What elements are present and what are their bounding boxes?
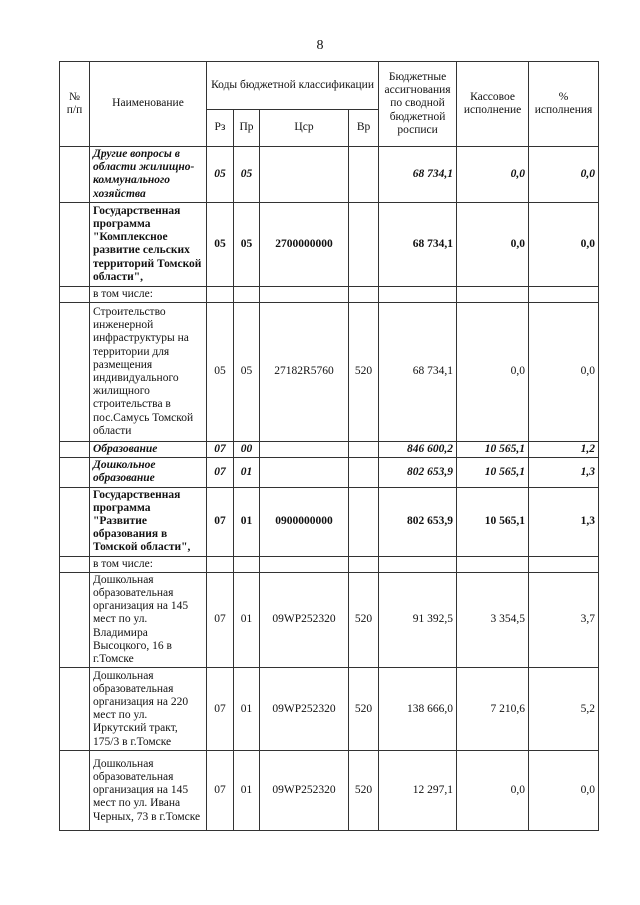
cell-pr: 01 bbox=[234, 487, 260, 556]
cell-budget: 802 653,9 bbox=[379, 458, 457, 487]
header-pr: Пр bbox=[234, 110, 260, 147]
header-csr: Цср bbox=[260, 110, 349, 147]
cell-num bbox=[60, 442, 90, 458]
cell-budget: 12 297,1 bbox=[379, 751, 457, 831]
cell-percent: 0,0 bbox=[529, 751, 599, 831]
cell-percent: 3,7 bbox=[529, 572, 599, 667]
table-row bbox=[60, 442, 599, 458]
cell-vr bbox=[349, 556, 379, 572]
page-number: 8 bbox=[316, 38, 324, 53]
cell-cash: 3 354,5 bbox=[457, 572, 529, 667]
cell-num bbox=[60, 286, 90, 302]
header-cash: Кассовое исполнение bbox=[457, 62, 529, 147]
cell-csr: 2700000000 bbox=[260, 202, 349, 286]
cell-csr: 09WP252320 bbox=[260, 572, 349, 667]
header-name: Наименование bbox=[90, 62, 207, 147]
cell-csr bbox=[260, 286, 349, 302]
cell-percent: 1,3 bbox=[529, 458, 599, 487]
cell-rz: 07 bbox=[207, 487, 234, 556]
cell-name: Дошкольное образование bbox=[90, 458, 207, 487]
table-row bbox=[60, 572, 599, 667]
cell-rz: 07 bbox=[207, 572, 234, 667]
table-row bbox=[60, 556, 599, 572]
cell-vr bbox=[349, 442, 379, 458]
header-vr: Вр bbox=[349, 110, 379, 147]
header-codes-group: Коды бюджетной классификации bbox=[207, 62, 379, 110]
cell-name: в том числе: bbox=[90, 286, 207, 302]
table-row bbox=[60, 751, 599, 831]
cell-pr: 00 bbox=[234, 442, 260, 458]
cell-name: Дошкольная образовательная организация на 220 мест по ул. Иркутский тракт, 175/3 в г.Томске bbox=[90, 668, 207, 751]
cell-percent: 0,0 bbox=[529, 202, 599, 286]
cell-pr: 05 bbox=[234, 303, 260, 442]
cell-rz: 07 bbox=[207, 458, 234, 487]
header-percent: % исполнения bbox=[529, 62, 599, 147]
header-budget: Бюджетные ассигнования по сводной бюджетной росписи bbox=[379, 62, 457, 147]
cell-rz: 05 bbox=[207, 303, 234, 442]
cell-rz: 05 bbox=[207, 202, 234, 286]
cell-vr: 520 bbox=[349, 303, 379, 442]
cell-budget: 138 666,0 bbox=[379, 668, 457, 751]
cell-percent: 1,2 bbox=[529, 442, 599, 458]
cell-vr: 520 bbox=[349, 751, 379, 831]
cell-cash bbox=[457, 286, 529, 302]
cell-csr: 0900000000 bbox=[260, 487, 349, 556]
cell-vr bbox=[349, 202, 379, 286]
table-row bbox=[60, 303, 599, 442]
cell-rz: 07 bbox=[207, 751, 234, 831]
cell-percent: 0,0 bbox=[529, 147, 599, 203]
cell-num bbox=[60, 572, 90, 667]
cell-name: Государственная программа "Комплексное развитие сельских территорий Томской области", bbox=[90, 202, 207, 286]
cell-num bbox=[60, 668, 90, 751]
cell-name: Строительство инженерной инфраструктуры на территории для размещения индивидуального жилищного строительства в пос.Самусь Томской области bbox=[90, 303, 207, 442]
cell-num bbox=[60, 751, 90, 831]
table-row bbox=[60, 202, 599, 286]
cell-budget: 802 653,9 bbox=[379, 487, 457, 556]
cell-rz bbox=[207, 286, 234, 302]
header-num: № п/п bbox=[60, 62, 90, 147]
cell-name: Дошкольная образовательная организация на 145 мест по ул. Ивана Черных, 73 в г.Томске bbox=[90, 751, 207, 831]
cell-csr: 27182R5760 bbox=[260, 303, 349, 442]
cell-vr bbox=[349, 458, 379, 487]
cell-budget: 68 734,1 bbox=[379, 303, 457, 442]
cell-pr: 05 bbox=[234, 147, 260, 203]
cell-num bbox=[60, 458, 90, 487]
cell-cash: 0,0 bbox=[457, 303, 529, 442]
header-rz: Рз bbox=[207, 110, 234, 147]
budget-execution-table bbox=[59, 61, 599, 831]
cell-cash: 10 565,1 bbox=[457, 487, 529, 556]
cell-rz: 07 bbox=[207, 668, 234, 751]
cell-cash: 0,0 bbox=[457, 147, 529, 203]
cell-csr bbox=[260, 556, 349, 572]
cell-pr: 01 bbox=[234, 458, 260, 487]
cell-name: Государственная программа "Развитие образования в Томской области", bbox=[90, 487, 207, 556]
cell-num bbox=[60, 147, 90, 203]
cell-percent bbox=[529, 556, 599, 572]
cell-percent: 1,3 bbox=[529, 487, 599, 556]
cell-vr bbox=[349, 487, 379, 556]
table-row bbox=[60, 147, 599, 203]
cell-cash: 0,0 bbox=[457, 202, 529, 286]
cell-budget: 68 734,1 bbox=[379, 147, 457, 203]
cell-name: Образование bbox=[90, 442, 207, 458]
cell-budget: 68 734,1 bbox=[379, 202, 457, 286]
cell-pr bbox=[234, 556, 260, 572]
cell-csr: 09WP252320 bbox=[260, 668, 349, 751]
table-row bbox=[60, 286, 599, 302]
cell-pr: 01 bbox=[234, 751, 260, 831]
cell-rz bbox=[207, 556, 234, 572]
cell-num bbox=[60, 303, 90, 442]
cell-budget bbox=[379, 556, 457, 572]
cell-rz: 05 bbox=[207, 147, 234, 203]
cell-percent bbox=[529, 286, 599, 302]
cell-csr bbox=[260, 458, 349, 487]
cell-budget: 91 392,5 bbox=[379, 572, 457, 667]
cell-num bbox=[60, 556, 90, 572]
cell-name: в том числе: bbox=[90, 556, 207, 572]
cell-budget: 846 600,2 bbox=[379, 442, 457, 458]
cell-vr bbox=[349, 147, 379, 203]
cell-rz: 07 bbox=[207, 442, 234, 458]
cell-pr bbox=[234, 286, 260, 302]
cell-vr: 520 bbox=[349, 572, 379, 667]
table-body bbox=[60, 147, 599, 831]
cell-name: Дошкольная образовательная организация на 145 мест по ул. Владимира Высоцкого, 16 в г.Томске bbox=[90, 572, 207, 667]
table-row bbox=[60, 487, 599, 556]
cell-cash: 10 565,1 bbox=[457, 458, 529, 487]
cell-pr: 01 bbox=[234, 572, 260, 667]
cell-budget bbox=[379, 286, 457, 302]
cell-csr: 09WP252320 bbox=[260, 751, 349, 831]
cell-num bbox=[60, 202, 90, 286]
cell-cash: 10 565,1 bbox=[457, 442, 529, 458]
table-row bbox=[60, 458, 599, 487]
cell-csr bbox=[260, 147, 349, 203]
table-row bbox=[60, 668, 599, 751]
cell-name: Другие вопросы в области жилищно-коммунального хозяйства bbox=[90, 147, 207, 203]
cell-percent: 5,2 bbox=[529, 668, 599, 751]
cell-num bbox=[60, 487, 90, 556]
cell-cash: 0,0 bbox=[457, 751, 529, 831]
cell-pr: 05 bbox=[234, 202, 260, 286]
cell-percent: 0,0 bbox=[529, 303, 599, 442]
cell-csr bbox=[260, 442, 349, 458]
cell-vr bbox=[349, 286, 379, 302]
cell-cash: 7 210,6 bbox=[457, 668, 529, 751]
cell-vr: 520 bbox=[349, 668, 379, 751]
cell-cash bbox=[457, 556, 529, 572]
cell-pr: 01 bbox=[234, 668, 260, 751]
